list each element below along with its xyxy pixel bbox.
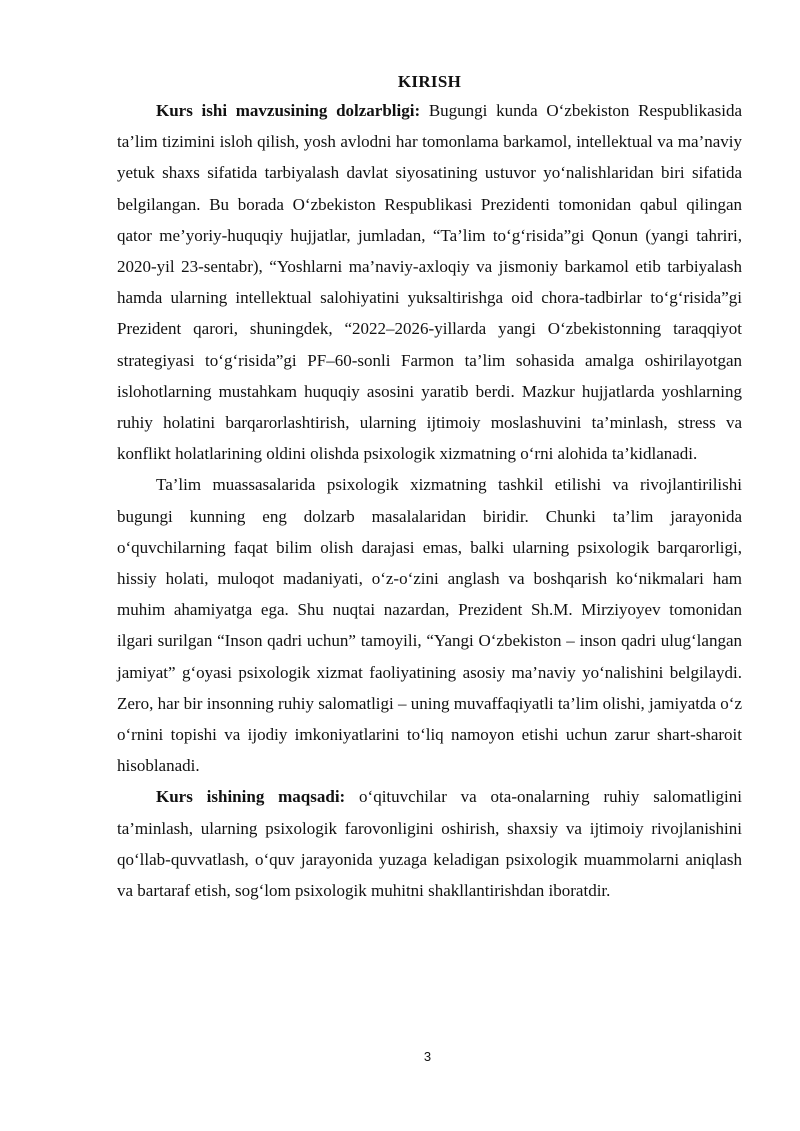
paragraph-body-psychological-service: Ta’lim muassasalarida psixologik xizmatning tashkil etilishi va rivojlantirilishi bugungi kunning eng dolzarb masalalaridan biridir. Chunki ta’lim jarayonida o‘quvchilarning faqat bilim olish darajasi emas, balki ularning psixologik barqarorligi, hissiy holati, muloqot madaniyati, o‘z-o‘zini anglash va boshqarish ko‘nikmalari ham muhim ahamiyatga ega. Shu nuqtai nazardan, Prezident Sh.M. Mirziyoyev tomonidan ilgari surilgan “Inson qadri uchun” tamoyili, “Yangi O‘zbekiston – inson qadri ulug‘langan jamiyat” g‘oyasi psixologik xizmat faoliyatining asosiy ma’naviy yo‘nalishini belgilaydi. Zero, har bir insonning ruhiy salomatligi – uning muvaffaqiyatli ta’lim olishi, jamiyatda o‘z o‘rnini topishi va ijodiy imkoniyatlarini to‘liq namoyon etishi uchun zarur shart-sharoit hisoblanadi.	[117, 475, 742, 776]
page-number: 3	[423, 1049, 432, 1064]
paragraph-relevance	[117, 95, 742, 469]
document-page	[117, 72, 742, 906]
paragraph-psychological-service	[117, 469, 742, 781]
paragraph-lead-relevance: Kurs ishi mavzusining dolzarbligi:	[156, 101, 421, 120]
paragraph-goal	[117, 781, 742, 906]
paragraph-body-goal: o‘qituvchilar va ota-onalarning ruhiy salomatligini ta’minlash, ularning psixologik farovonligini oshirish, shaxsiy va ijtimoiy rivojlanishini qo‘llab-quvvatlash, o‘quv jarayonida yuzaga keladigan psixologik muammolarni aniqlash va bartaraf etish, sog‘lom psixologik muhitni shakllantirishdan iboratdir.	[117, 787, 742, 901]
section-heading: KIRISH	[397, 72, 462, 91]
paragraph-lead-goal: Kurs ishining maqsadi:	[156, 787, 346, 807]
paragraph-body-relevance: Bugungi kunda O‘zbekiston Respublikasida ta’lim tizimini isloh qilish, yosh avlodni har tomonlama barkamol, intellektual va ma’naviy yetuk shaxs sifatida tarbiyalash davlat siyosatining ustuvor yo‘nalishlaridan biri sifatida belgilangan. Bu borada O‘zbekiston Respublikasi Prezidenti tomonidan qabul qilingan qator me’yoriy-huquqiy hujjatlar, jumladan, “Ta’lim to‘g‘risida”gi Qonun (yangi tahriri, 2020-yil 23-sentabr), “Yoshlarni ma’naviy-axloqiy va jismoniy barkamol etib tarbiyalash hamda ularning intellektual salohiyatini yuksaltirishga oid chora-tadbirlar to‘g‘risida”gi Prezident qarori, shuningdek, “2022–2026-yillarda yangi O‘zbekistonning taraqqiyot strategiyasi to‘g‘risida”gi PF–60-sonli Farmon ta’lim sohasida amalga oshirilayotgan islohotlarning mustahkam huquqiy asosini yaratib berdi. Mazkur hujjatlarda yoshlarning ruhiy holatini barqarorlashtirish, ularning ijtimoiy moslashuvini ta’minlash, stress va konflikt holatlarining oldini olishda psixologik xizmatning o‘rni alohida ta’kidlanadi.	[117, 101, 743, 464]
